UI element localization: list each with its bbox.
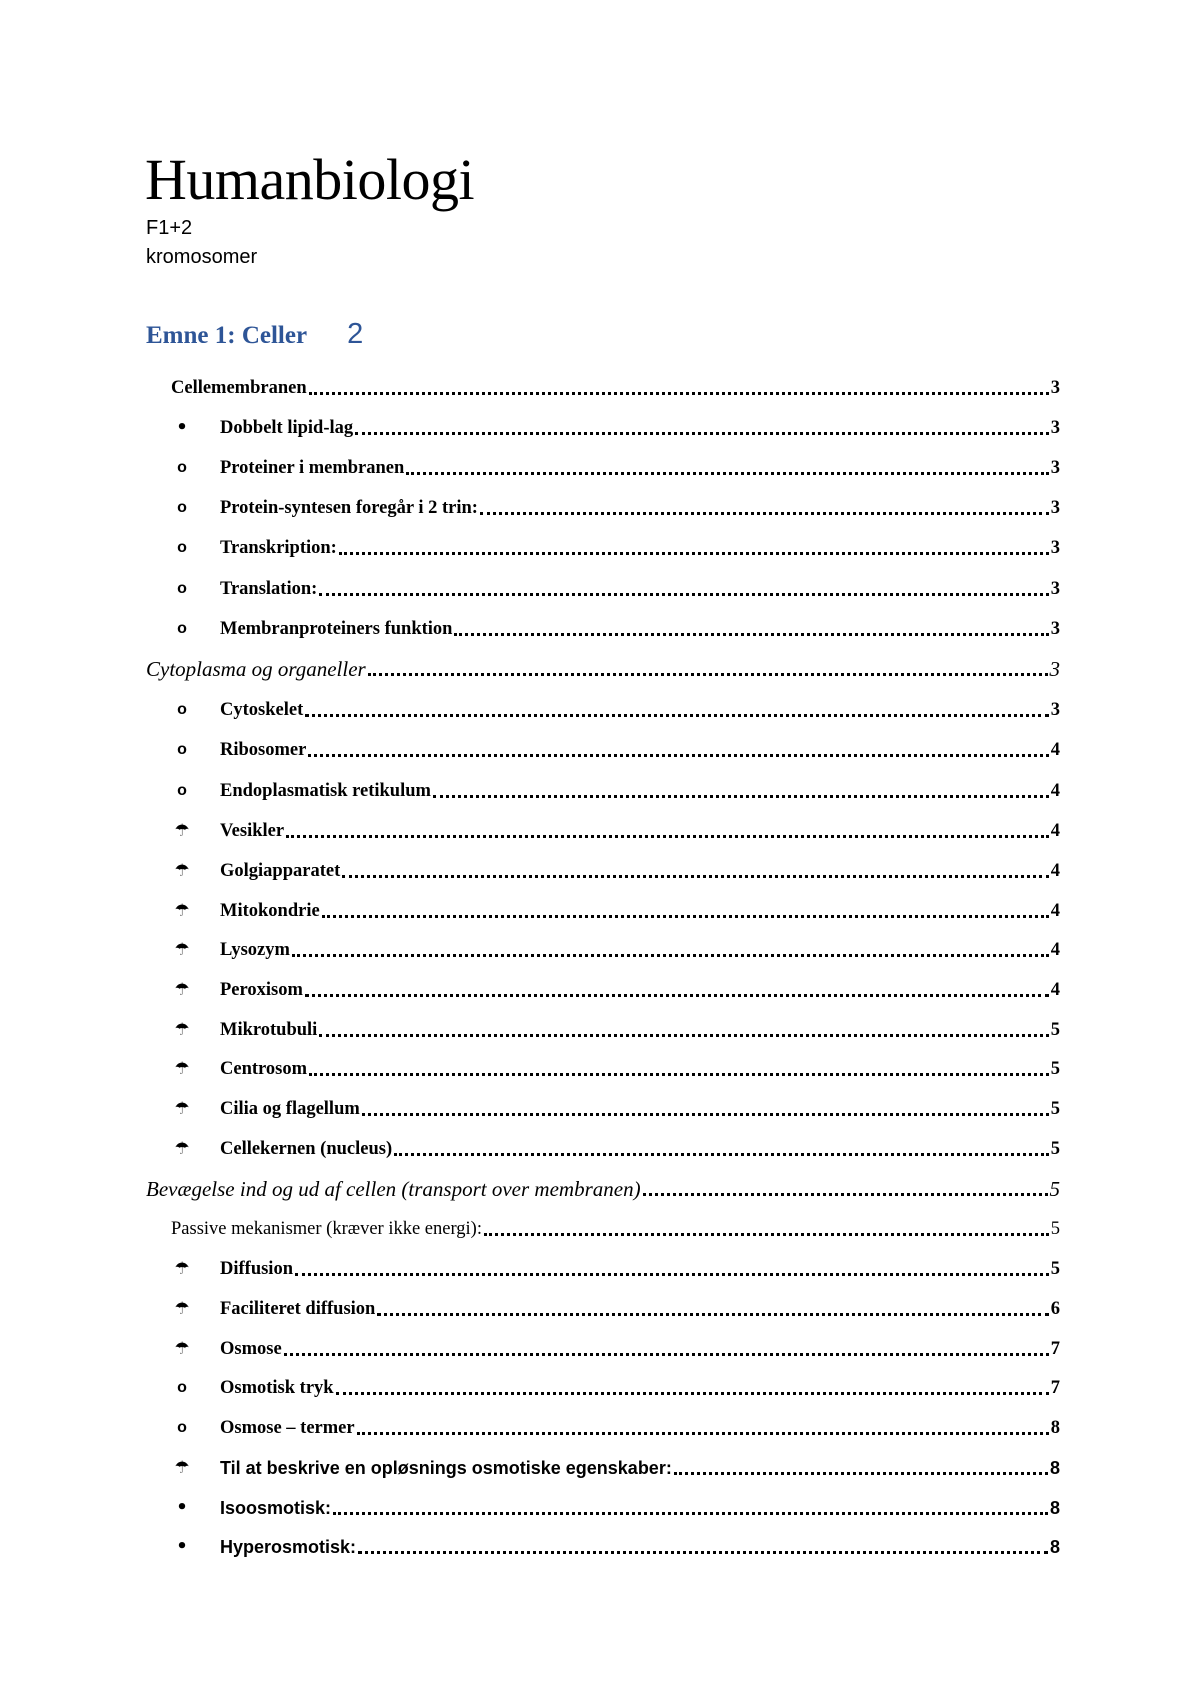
- toc-entry-page: 4: [1050, 980, 1060, 1000]
- toc-entry-label: Transkription:: [220, 538, 337, 558]
- toc-entry-label: Mitokondrie: [220, 901, 320, 921]
- toc-entry[interactable]: [146, 1175, 1060, 1201]
- toc-entry[interactable]: [174, 976, 1060, 1002]
- toc-entry[interactable]: [174, 817, 1060, 843]
- circle-bullet-icon: o: [177, 620, 187, 637]
- toc-entry-label: Cilia og flagellum: [220, 1099, 360, 1119]
- toc-entry-label: Osmose – termer: [220, 1418, 355, 1438]
- toc-entry[interactable]: [177, 777, 1060, 803]
- toc-entry[interactable]: [174, 1016, 1060, 1042]
- toc-entry[interactable]: [174, 1295, 1060, 1321]
- dot-leader: [319, 593, 1048, 596]
- toc-entry[interactable]: [176, 414, 1060, 440]
- dot-leader: [377, 1313, 1048, 1316]
- toc-entry[interactable]: [174, 1055, 1060, 1081]
- toc-entry-page: 5: [1050, 1020, 1060, 1040]
- toc-entry[interactable]: [174, 1135, 1060, 1161]
- toc-heading-label: Emne 1: Celler: [146, 322, 308, 349]
- toc-entry-page: 8: [1050, 1418, 1060, 1438]
- dot-leader: [284, 1353, 1049, 1356]
- umbrella-icon: ☂: [174, 901, 190, 921]
- toc-entry[interactable]: [174, 897, 1060, 923]
- toc-entry-label: Ribosomer: [220, 740, 307, 760]
- toc-entry[interactable]: [174, 1335, 1060, 1361]
- toc-entry-label: Peroxisom: [220, 980, 303, 1000]
- toc-entry[interactable]: [177, 1414, 1060, 1440]
- toc-entry-page: 5: [1050, 1099, 1060, 1119]
- dot-leader: [358, 1551, 1048, 1554]
- toc-entry-label: Osmose: [220, 1339, 282, 1359]
- umbrella-icon: ☂: [174, 1020, 190, 1040]
- toc-entry-page: 3: [1050, 378, 1060, 398]
- dot-leader: [333, 1512, 1048, 1515]
- toc-entry-page: 4: [1050, 901, 1060, 921]
- toc-entry-page: 4: [1050, 940, 1060, 960]
- dot-leader: [322, 915, 1049, 918]
- dot-leader: [295, 1273, 1049, 1276]
- document-title: Humanbiologi: [145, 147, 475, 212]
- toc-entry[interactable]: [176, 1494, 1060, 1520]
- toc-entry-page: 4: [1050, 821, 1060, 841]
- circle-bullet-icon: o: [177, 782, 187, 799]
- toc-entry-label: Isoosmotisk:: [220, 1498, 332, 1518]
- umbrella-icon: ☂: [174, 1259, 190, 1279]
- toc-entry-page: 4: [1050, 781, 1060, 801]
- toc-entry-page: 5: [1050, 1059, 1060, 1079]
- toc-entry[interactable]: [174, 1095, 1060, 1121]
- umbrella-icon: ☂: [174, 1059, 190, 1079]
- bullet-icon: •: [176, 417, 188, 438]
- circle-bullet-icon: o: [177, 499, 187, 516]
- circle-bullet-icon: o: [177, 701, 187, 718]
- dot-leader: [339, 552, 1049, 555]
- toc-entry-label: Mikrotubuli: [220, 1020, 318, 1040]
- toc-entry[interactable]: [177, 534, 1060, 560]
- toc-entry-page: 7: [1050, 1378, 1060, 1398]
- toc-entry-page: 8: [1049, 1498, 1060, 1518]
- dot-leader: [357, 1432, 1049, 1435]
- dot-leader: [362, 1113, 1049, 1116]
- toc-entry-page: 5: [1049, 1177, 1060, 1201]
- dot-leader: [309, 392, 1049, 395]
- toc-entry[interactable]: [171, 374, 1060, 400]
- toc-entry-label: Golgiapparatet: [220, 861, 341, 881]
- toc-heading-page: 2: [347, 318, 364, 350]
- dot-leader: [286, 835, 1049, 838]
- dot-leader: [643, 1193, 1048, 1196]
- umbrella-icon: ☂: [174, 1458, 190, 1478]
- toc-entry-label: Membranproteiners funktion: [220, 619, 453, 639]
- toc-entry-page: 8: [1049, 1458, 1060, 1478]
- toc-entry-label: Faciliteret diffusion: [220, 1299, 376, 1319]
- toc-entry-label: Bevægelse ind og ud af cellen (transport over membranen): [146, 1177, 641, 1201]
- dot-leader: [454, 633, 1048, 636]
- toc-entry-label: Cytoskelet: [220, 700, 304, 720]
- umbrella-icon: ☂: [174, 1299, 190, 1319]
- circle-bullet-icon: o: [177, 580, 187, 597]
- dot-leader: [305, 714, 1049, 717]
- subtitle-line: kromosomer: [146, 246, 258, 268]
- toc-entry-page: 4: [1050, 740, 1060, 760]
- toc-entry[interactable]: [177, 736, 1060, 762]
- toc-entry-label: Dobbelt lipid-lag: [220, 418, 354, 438]
- umbrella-icon: ☂: [174, 1139, 190, 1159]
- toc-entry-page: 8: [1049, 1537, 1060, 1557]
- toc-entry[interactable]: [174, 857, 1060, 883]
- circle-bullet-icon: o: [177, 1379, 187, 1396]
- dot-leader: [319, 1034, 1048, 1037]
- toc-entry[interactable]: [176, 1533, 1060, 1559]
- toc-entry-label: Lysozym: [220, 940, 290, 960]
- toc-entry-page: 6: [1050, 1299, 1060, 1319]
- dot-leader: [355, 432, 1049, 435]
- toc-entry-page: 3: [1050, 700, 1060, 720]
- dot-leader: [308, 754, 1048, 757]
- dot-leader: [674, 1472, 1048, 1475]
- toc-entry[interactable]: [146, 655, 1060, 681]
- toc-entry[interactable]: [177, 454, 1060, 480]
- toc-entry-label: Diffusion: [220, 1259, 293, 1279]
- toc-entry-page: 3: [1050, 458, 1060, 478]
- bullet-icon: •: [176, 1536, 188, 1557]
- toc-entry-page: 3: [1050, 418, 1060, 438]
- dot-leader: [292, 954, 1049, 957]
- toc-entry[interactable]: [177, 696, 1060, 722]
- toc-entry[interactable]: [177, 494, 1060, 520]
- dot-leader: [394, 1153, 1049, 1156]
- toc-entry-page: 3: [1050, 538, 1060, 558]
- toc-entry-page: 3: [1049, 657, 1060, 681]
- toc-entry-page: 5: [1050, 1219, 1060, 1239]
- toc-entry-label: Cellemembranen: [171, 378, 307, 398]
- toc-entry-page: 7: [1050, 1339, 1060, 1359]
- umbrella-icon: ☂: [174, 940, 190, 960]
- toc-entry-label: Passive mekanismer (kræver ikke energi):: [171, 1219, 482, 1239]
- dot-leader: [336, 1392, 1049, 1395]
- toc-entry-page: 3: [1050, 619, 1060, 639]
- dot-leader: [480, 512, 1049, 515]
- umbrella-icon: ☂: [174, 861, 190, 881]
- toc-entry[interactable]: [171, 1215, 1060, 1241]
- bullet-icon: •: [176, 1497, 188, 1518]
- dot-leader: [433, 795, 1049, 798]
- circle-bullet-icon: o: [177, 539, 187, 556]
- umbrella-icon: ☂: [174, 980, 190, 1000]
- dot-leader: [368, 673, 1048, 676]
- dot-leader: [406, 472, 1048, 475]
- dot-leader: [309, 1073, 1049, 1076]
- toc-entry[interactable]: [177, 575, 1060, 601]
- toc-entry-page: 3: [1050, 498, 1060, 518]
- toc-entry-label: Proteiner i membranen: [220, 458, 405, 478]
- toc-entry[interactable]: [174, 1255, 1060, 1281]
- dot-leader: [342, 875, 1049, 878]
- toc-entry[interactable]: [174, 936, 1060, 962]
- toc-entry-page: 4: [1050, 861, 1060, 881]
- toc-entry-label: Centrosom: [220, 1059, 308, 1079]
- umbrella-icon: ☂: [174, 821, 190, 841]
- toc-entry-label: Protein-syntesen foregår i 2 trin:: [220, 498, 478, 518]
- circle-bullet-icon: o: [177, 1419, 187, 1436]
- toc-entry-page: 5: [1050, 1139, 1060, 1159]
- toc-entry[interactable]: [174, 1454, 1060, 1480]
- toc-entry-label: Hyperosmotisk:: [220, 1537, 357, 1557]
- toc-entry-label: Translation:: [220, 579, 318, 599]
- umbrella-icon: ☂: [174, 1339, 190, 1359]
- toc-entry-label: Osmotisk tryk: [220, 1378, 334, 1398]
- circle-bullet-icon: o: [177, 741, 187, 758]
- toc-entry-label: Cellekernen (nucleus): [220, 1139, 393, 1159]
- toc-entry-label: Vesikler: [220, 821, 285, 841]
- toc-entry-label: Cytoplasma og organeller: [146, 657, 366, 681]
- toc-entry-label: Endoplasmatisk retikulum: [220, 781, 431, 801]
- subtitle-line: F1+2: [146, 217, 193, 239]
- toc-entry[interactable]: [177, 1374, 1060, 1400]
- dot-leader: [305, 994, 1049, 997]
- toc-entry-label: Til at beskrive en opløsnings osmotiske egenskaber:: [220, 1458, 672, 1478]
- circle-bullet-icon: o: [177, 459, 187, 476]
- toc-entry-page: 3: [1050, 579, 1060, 599]
- toc-entry[interactable]: [177, 615, 1060, 641]
- toc-entry-page: 5: [1050, 1259, 1060, 1279]
- dot-leader: [484, 1233, 1049, 1236]
- umbrella-icon: ☂: [174, 1099, 190, 1119]
